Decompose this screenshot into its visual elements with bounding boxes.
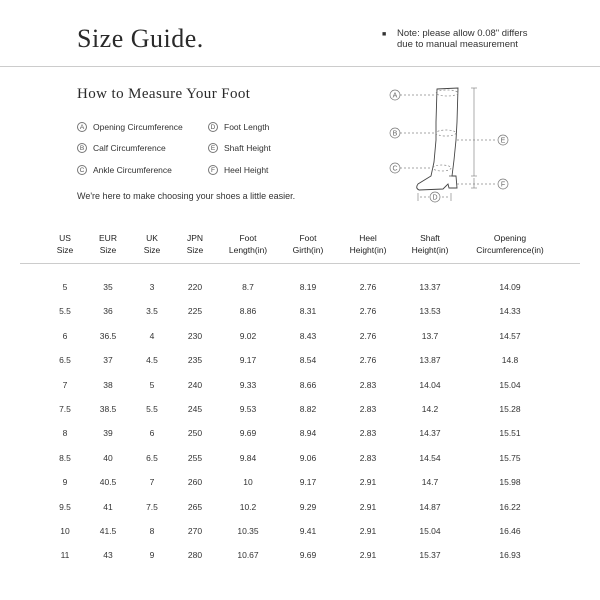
cell-heel-height: 2.83 [359, 428, 377, 439]
cell-opening-circumference: 15.28 [499, 404, 521, 414]
cell-uk-size: 6 [149, 428, 155, 439]
cell-us-size: 8 [62, 428, 68, 439]
cell-us-size: 10 [60, 526, 70, 536]
cell-eur-size: 37 [103, 355, 113, 366]
legend-item-shaft-height [208, 142, 271, 154]
cell-uk-size: 8 [149, 526, 155, 536]
legend-label: Heel Height [224, 165, 269, 175]
cell-eur-size: 36 [103, 306, 113, 317]
diagram-label-f: F [500, 181, 506, 189]
cell-uk-size: 3.5 [146, 306, 158, 317]
cell-foot-length: 10.67 [237, 550, 259, 561]
cell-foot-girth: 9.69 [299, 550, 317, 561]
cell-heel-height: 2.91 [359, 526, 377, 536]
cell-heel-height: 2.91 [359, 501, 377, 512]
cell-uk-size: 5.5 [146, 404, 158, 414]
cell-foot-length: 9.69 [239, 428, 257, 439]
header-divider [0, 66, 600, 67]
cell-foot-girth: 8.94 [299, 428, 317, 439]
cell-uk-size: 7.5 [146, 501, 158, 512]
cell-jpn-size: 230 [187, 330, 203, 341]
diagram-label-e: E [500, 137, 506, 145]
cell-heel-height: 2.83 [359, 452, 377, 463]
cell-foot-length: 9.02 [239, 330, 257, 341]
cell-eur-size: 38 [103, 379, 113, 390]
header-eur-size: EUR Size [99, 233, 117, 255]
table-row [0, 306, 600, 320]
cell-us-size: 8.5 [59, 452, 71, 463]
cell-opening-circumference: 15.04 [499, 379, 521, 390]
cell-heel-height: 2.91 [359, 550, 377, 561]
cell-shaft-height: 15.04 [419, 526, 441, 536]
cell-eur-size: 38.5 [99, 404, 117, 414]
cell-jpn-size: 245 [187, 404, 203, 414]
cell-jpn-size: 220 [187, 282, 203, 292]
cell-us-size: 5 [62, 282, 68, 292]
cell-foot-girth: 8.31 [299, 306, 317, 317]
cell-shaft-height: 13.87 [419, 355, 441, 366]
cell-eur-size: 43 [103, 550, 113, 561]
diagram-label-a: A [392, 92, 398, 100]
cell-us-size: 5.5 [59, 306, 71, 317]
cell-heel-height: 2.76 [359, 355, 377, 366]
cell-eur-size: 41 [103, 501, 113, 512]
cell-foot-girth: 8.66 [299, 379, 317, 390]
cell-uk-size: 5 [149, 379, 155, 390]
cell-uk-size: 6.5 [146, 452, 158, 463]
cell-jpn-size: 270 [187, 526, 203, 536]
cell-foot-length: 9.53 [239, 404, 257, 414]
cell-us-size: 11 [60, 550, 70, 561]
cell-foot-girth: 8.19 [299, 282, 317, 292]
cell-jpn-size: 240 [187, 379, 203, 390]
cell-foot-length: 9.84 [239, 452, 257, 463]
cell-us-size: 6 [62, 330, 68, 341]
tagline: We're here to make choosing your shoes a little easier. [77, 191, 296, 201]
table-row [0, 404, 600, 418]
size-table-header [0, 232, 600, 254]
header-shaft-height: Shaft Height(in) [411, 233, 449, 255]
cell-opening-circumference: 15.51 [499, 428, 521, 439]
cell-jpn-size: 280 [187, 550, 203, 561]
cell-eur-size: 39 [103, 428, 113, 439]
cell-shaft-height: 14.54 [419, 452, 441, 463]
cell-us-size: 6.5 [59, 355, 71, 366]
cell-eur-size: 36.5 [99, 330, 117, 341]
table-row [0, 550, 600, 564]
cell-foot-girth: 9.17 [299, 477, 317, 488]
letter-a-icon: A [77, 122, 87, 132]
cell-heel-height: 2.83 [359, 404, 377, 414]
cell-us-size: 7.5 [59, 404, 71, 414]
page-title: Size Guide. [77, 24, 204, 53]
cell-opening-circumference: 14.57 [499, 330, 521, 341]
legend-item-ankle [77, 164, 172, 176]
cell-shaft-height: 13.7 [421, 330, 439, 341]
cell-eur-size: 35 [103, 282, 113, 292]
cell-uk-size: 9 [149, 550, 155, 561]
cell-shaft-height: 13.37 [419, 282, 441, 292]
cell-jpn-size: 250 [187, 428, 203, 439]
cell-opening-circumference: 15.98 [499, 477, 521, 488]
table-row [0, 380, 600, 394]
legend-label: Foot Length [224, 122, 270, 132]
cell-jpn-size: 255 [187, 452, 203, 463]
note-bullet: ■ [382, 31, 387, 38]
cell-foot-girth: 9.41 [299, 526, 317, 536]
cell-opening-circumference: 16.22 [499, 501, 521, 512]
cell-heel-height: 2.91 [359, 477, 377, 488]
cell-uk-size: 7 [149, 477, 155, 488]
header-us-size: US Size [56, 233, 74, 255]
boot-measurement-diagram [385, 80, 525, 210]
cell-us-size: 7 [62, 379, 68, 390]
cell-uk-size: 4 [149, 330, 155, 341]
legend-label: Ankle Circumference [93, 165, 172, 175]
legend-label: Calf Circumference [93, 143, 166, 153]
legend-label: Opening Circumference [93, 122, 183, 132]
header-foot-girth: Foot Girth(in) [292, 233, 324, 255]
cell-jpn-size: 265 [187, 501, 203, 512]
boot-icon [417, 88, 458, 190]
cell-foot-length: 9.33 [239, 379, 257, 390]
cell-opening-circumference: 15.75 [499, 452, 521, 463]
cell-opening-circumference: 14.09 [499, 282, 521, 292]
letter-b-icon: B [77, 143, 87, 153]
cell-heel-height: 2.76 [359, 282, 377, 292]
diagram-label-d: D [432, 194, 438, 202]
cell-foot-girth: 9.29 [299, 501, 317, 512]
cell-opening-circumference: 16.93 [499, 550, 521, 561]
cell-foot-length: 10 [243, 477, 253, 488]
letter-d-icon: D [208, 122, 218, 132]
cell-foot-girth: 8.82 [299, 404, 317, 414]
table-row [0, 331, 600, 345]
header-heel-height: Heel Height(in) [349, 233, 387, 255]
cell-foot-girth: 8.54 [299, 355, 317, 366]
table-row [0, 477, 600, 491]
cell-jpn-size: 225 [187, 306, 203, 317]
cell-us-size: 9.5 [59, 501, 71, 512]
cell-shaft-height: 14.2 [421, 404, 439, 414]
table-row [0, 428, 600, 442]
letter-c-icon: C [77, 165, 87, 175]
cell-heel-height: 2.76 [359, 306, 377, 317]
cell-heel-height: 2.76 [359, 330, 377, 341]
cell-opening-circumference: 16.46 [499, 526, 521, 536]
header-uk-size: UK Size [143, 233, 161, 255]
letter-f-icon: F [208, 165, 218, 175]
header-opening-circumference: Opening Circumference(in) [476, 233, 544, 255]
header-jpn-size: JPN Size [186, 233, 204, 255]
cell-foot-girth: 8.43 [299, 330, 317, 341]
cell-opening-circumference: 14.8 [501, 355, 519, 366]
legend-item-calf [77, 142, 166, 154]
table-row [0, 282, 600, 296]
cell-jpn-size: 235 [187, 355, 203, 366]
cell-shaft-height: 14.37 [419, 428, 441, 439]
cell-foot-length: 8.86 [239, 306, 257, 317]
table-header-divider [20, 263, 580, 264]
cell-foot-length: 10.2 [239, 501, 257, 512]
note-line-1: Note: please allow 0.08" differs [397, 28, 528, 39]
cell-shaft-height: 15.37 [419, 550, 441, 561]
header-foot-length: Foot Length(in) [228, 233, 268, 255]
cell-uk-size: 3 [149, 282, 155, 292]
table-row [0, 502, 600, 516]
table-row [0, 355, 600, 369]
table-row [0, 453, 600, 467]
table-row [0, 526, 600, 540]
cell-shaft-height: 14.7 [421, 477, 439, 488]
legend-item-opening [77, 121, 183, 133]
cell-uk-size: 4.5 [146, 355, 158, 366]
cell-shaft-height: 14.04 [419, 379, 441, 390]
cell-eur-size: 40.5 [99, 477, 117, 488]
cell-us-size: 9 [62, 477, 68, 488]
cell-eur-size: 40 [103, 452, 113, 463]
cell-shaft-height: 14.87 [419, 501, 441, 512]
cell-heel-height: 2.83 [359, 379, 377, 390]
legend-item-foot-length [208, 121, 269, 133]
measure-title: How to Measure Your Foot [77, 86, 251, 102]
cell-shaft-height: 13.53 [419, 306, 441, 317]
cell-foot-length: 10.35 [237, 526, 259, 536]
cell-foot-girth: 9.06 [299, 452, 317, 463]
cell-opening-circumference: 14.33 [499, 306, 521, 317]
cell-foot-length: 8.7 [242, 282, 254, 292]
diagram-label-b: B [392, 130, 398, 138]
cell-foot-length: 9.17 [239, 355, 257, 366]
measurement-note [382, 28, 582, 50]
diagram-label-c: C [392, 165, 398, 173]
cell-eur-size: 41.5 [99, 526, 117, 536]
note-line-2: due to manual measurement [397, 39, 518, 50]
legend-item-heel-height [208, 164, 268, 176]
cell-jpn-size: 260 [187, 477, 203, 488]
legend-label: Shaft Height [224, 143, 271, 153]
letter-e-icon: E [208, 143, 218, 153]
